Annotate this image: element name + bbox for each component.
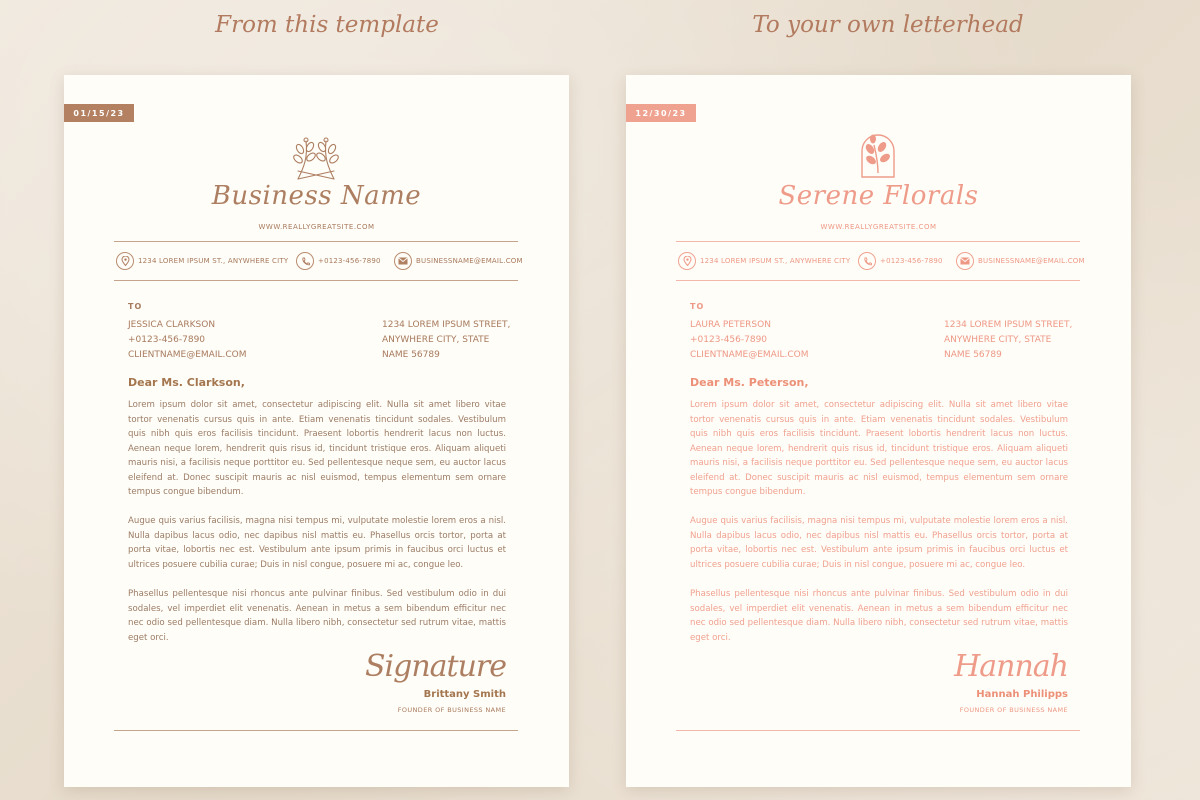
email-text: BUSINESSNAME@EMAIL.COM <box>416 257 523 265</box>
date-tag: 01/15/23 <box>64 104 134 122</box>
contact-address <box>116 252 288 270</box>
signer-role: FOUNDER OF BUSINESS NAME <box>397 706 506 714</box>
address-line: 1234 LOREM IPSUM STREET, <box>944 320 1073 330</box>
recipient-name: LAURA PETERSON <box>690 320 771 330</box>
recipient-block <box>128 318 246 363</box>
address-text: 1234 LOREM IPSUM ST., ANYWHERE CITY <box>138 257 289 265</box>
envelope-icon <box>394 252 412 270</box>
location-pin-icon <box>116 252 134 270</box>
body-paragraph: Phasellus pellentesque nisi rhoncus ante pulvinar finibus. Sed vestibulum odio in dui sodales, vel imperdiet elit venenatis. Aenean in metus a sem bibendum efficitur nec nec odio sed pellentesque diam. Nulla libero nibh, consectetur sed rutrum vitae, mattis eget orci. <box>690 589 1068 643</box>
letterhead-template-page <box>64 75 569 787</box>
contact-phone <box>858 252 943 270</box>
recipient-email: CLIENTNAME@EMAIL.COM <box>128 350 247 360</box>
laurel-branches-icon <box>278 135 354 183</box>
recipient-block <box>690 318 808 363</box>
email-text: BUSINESSNAME@EMAIL.COM <box>978 257 1085 265</box>
divider <box>676 280 1080 281</box>
recipient-address <box>382 318 510 363</box>
body-paragraph: Phasellus pellentesque nisi rhoncus ante pulvinar finibus. Sed vestibulum odio in dui sodales, vel imperdiet elit venenatis. Aenean in metus a sem bibendum efficitur nec nec odio sed pellentesque diam. Nulla libero nibh, consectetur sed rutrum vitae, mattis eget orci. <box>128 589 506 643</box>
phone-icon <box>296 252 314 270</box>
divider <box>114 280 518 281</box>
signer-name: Hannah Philipps <box>976 689 1068 700</box>
address-line: ANYWHERE CITY, STATE <box>944 335 1052 345</box>
contact-address <box>678 252 850 270</box>
recipient-name: JESSICA CLARKSON <box>128 320 216 330</box>
location-pin-icon <box>678 252 696 270</box>
recipient-email: CLIENTNAME@EMAIL.COM <box>690 350 809 360</box>
phone-icon <box>858 252 876 270</box>
divider <box>676 241 1080 242</box>
address-line: NAME 56789 <box>382 350 440 360</box>
recipient-phone: +0123-456-7890 <box>128 335 206 345</box>
heading-your-letterhead: To your own letterhead <box>752 12 1024 38</box>
signature: Signature <box>364 649 506 684</box>
address-line: NAME 56789 <box>944 350 1002 360</box>
address-line: 1234 LOREM IPSUM STREET, <box>382 320 511 330</box>
divider <box>676 730 1080 731</box>
website: WWW.REALLYGREATSITE.COM <box>258 223 375 231</box>
signer-name: Brittany Smith <box>423 689 506 700</box>
contact-email <box>956 252 1085 270</box>
address-text: 1234 LOREM IPSUM ST., ANYWHERE CITY <box>700 257 851 265</box>
greeting: Dear Ms. Clarkson, <box>128 376 245 389</box>
address-line: ANYWHERE CITY, STATE <box>382 335 490 345</box>
body-paragraph: Augue quis varius facilisis, magna nisi tempus mi, vulputate molestie lorem eros a nisl. Nulla dapibus lacus odio, nec dapibus nisl mattis eu. Phasellus orcis tortor, porta at porta vitae, lobortis nec est. Vestibulum ante ipsum primis in faucibus orci luctus et ultrices posuere cubilia curae; Duis in nisl congue, posuere mi ac, congue leo. <box>690 516 1068 570</box>
to-label: TO <box>128 302 143 311</box>
brand-name: Business Name <box>211 181 422 211</box>
greeting: Dear Ms. Peterson, <box>690 376 809 389</box>
phone-text: +0123-456-7890 <box>880 257 943 265</box>
contact-email <box>394 252 523 270</box>
body-paragraph: Lorem ipsum dolor sit amet, consectetur adipiscing elit. Nulla sit amet libero vitae tortor venenatis cursus quis in ante. Etiam venenatis tincidunt sodales. Vestibulum quis nibh quis eros facilisis tincidunt. Praesent lobortis hendrerit lacus non luctus. Aenean neque lorem, hendrerit quis risus id, tincidunt tristique eros. Aliquam aliqueti mauris nisi, a facilisis neque porttitor eu. Sed pellentesque neque sem, eu auctor lacus eleifend at. Donec suscipit mauris ac nisl euismod, tempus elementum sem ornare tempus congue bibendum. <box>690 400 1068 497</box>
heading-from-template: From this template <box>215 12 439 38</box>
recipient-phone: +0123-456-7890 <box>690 335 768 345</box>
envelope-icon <box>956 252 974 270</box>
floral-arch-icon <box>858 131 898 181</box>
custom-letterhead-page <box>626 75 1131 787</box>
website: WWW.REALLYGREATSITE.COM <box>820 223 937 231</box>
divider <box>114 730 518 731</box>
body-paragraph: Augue quis varius facilisis, magna nisi tempus mi, vulputate molestie lorem eros a nisl. Nulla dapibus lacus odio, nec dapibus nisl mattis eu. Phasellus orcis tortor, porta at porta vitae, lobortis nec est. Vestibulum ante ipsum primis in faucibus orci luctus et ultrices posuere cubilia curae; Duis in nisl congue, posuere mi ac, congue leo. <box>128 516 506 570</box>
body-paragraph: Lorem ipsum dolor sit amet, consectetur adipiscing elit. Nulla sit amet libero vitae tortor venenatis cursus quis in ante. Etiam venenatis tincidunt sodales. Vestibulum quis nibh quis eros facilisis tincidunt. Praesent lobortis hendrerit lacus non luctus. Aenean neque lorem, hendrerit quis risus id, tincidunt tristique eros. Aliquam aliqueti mauris nisi, a facilisis neque porttitor eu. Sed pellentesque neque sem, eu auctor lacus eleifend at. Donec suscipit mauris ac nisl euismod, tempus elementum sem ornare tempus congue bibendum. <box>128 400 506 497</box>
phone-text: +0123-456-7890 <box>318 257 381 265</box>
contact-phone <box>296 252 381 270</box>
date-tag: 12/30/23 <box>626 104 696 122</box>
to-label: TO <box>690 302 705 311</box>
signer-role: FOUNDER OF BUSINESS NAME <box>959 706 1068 714</box>
recipient-address <box>944 318 1072 363</box>
divider <box>114 241 518 242</box>
signature: Hannah <box>954 649 1068 684</box>
brand-name: Serene Florals <box>778 181 979 211</box>
